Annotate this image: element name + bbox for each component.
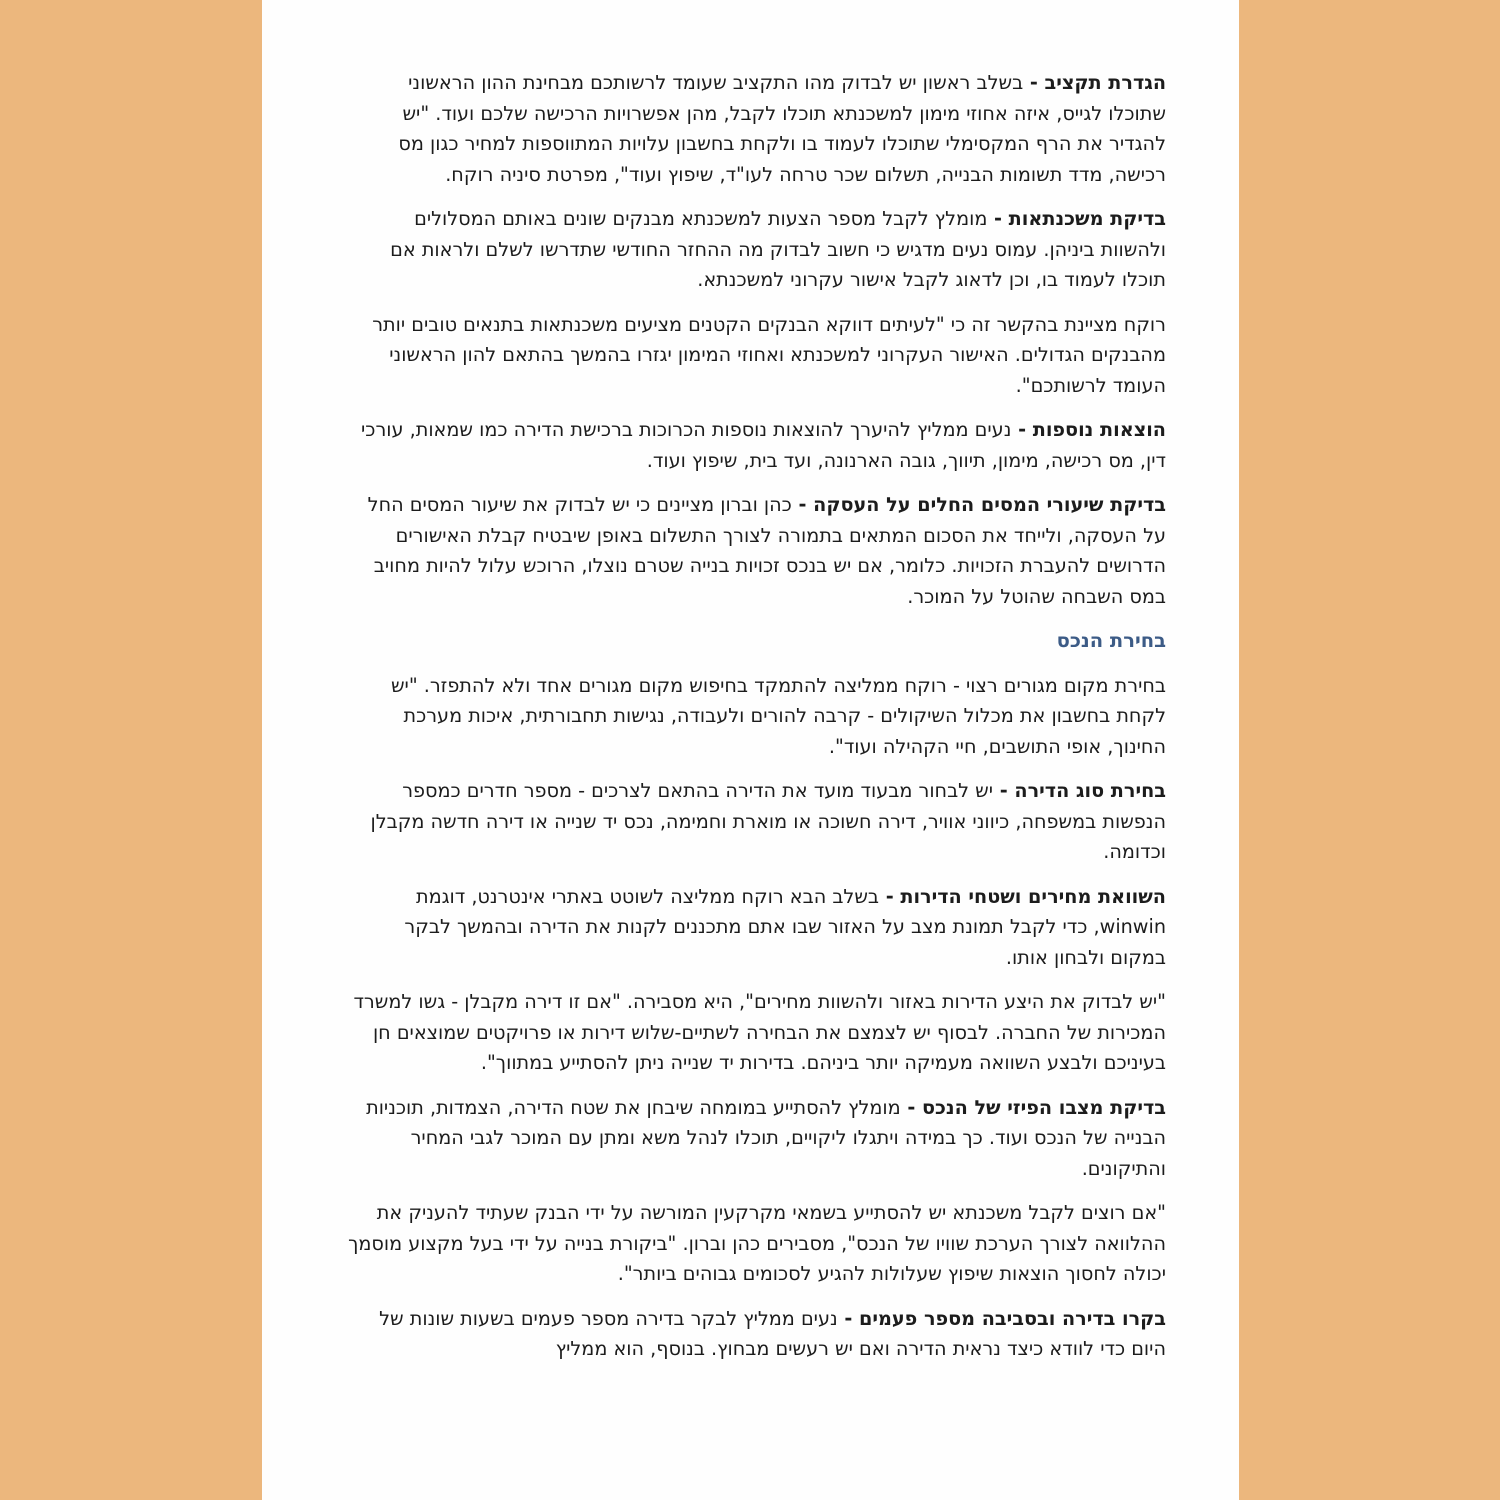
paragraph-lead: בחירת סוג הדירה - — [993, 779, 1166, 802]
paragraph-mortgage-check — [346, 204, 1166, 296]
paragraph-text: רוקח מציינת בהקשר זה כי "לעיתים דווקא הבנקים הקטנים מציעים משכנתאות בתנאים טובים יותר מהבנקים הגדולים. האישור העקרוני למשכנתא ואחוזי המימון יגזרו בהמשך בהתאם להון הראשוני העומד לרשותכם". — [372, 312, 1166, 397]
paragraph-text: מומלץ להסתייע במומחה שיבחן את שטח הדירה, הצמדות, תוכניות הבנייה של הנכס ועוד. כך במידה ויתגלו ליקויים, תוכלו לנהל משא ומתן עם המוכר לגבי המחיר והתיקונים. — [366, 1095, 1166, 1180]
paragraph-lead: בדיקת מצבו הפיזי של הנכס - — [900, 1095, 1166, 1119]
paragraph-tax-rates — [346, 490, 1166, 612]
paragraph-text: יש לבחור מבעוד מועד את הדירה בהתאם לצרכים - מספר חדרים כמספר הנפשות במשפחה, כיווני אוויר, דירה חשוכה או מוארת וחמימה, נכס יד שנייה או דירה חדשה מקבלן וכדומה. — [370, 779, 1166, 863]
paragraph-price-comparison — [346, 882, 1166, 974]
paragraph-text: כהן וברון מציינים כי יש לבדוק את שיעור המסים החל על העסקה, ולייחד את הסכום המתאים בתמורה לצורך התשלום באופן שיבטיח קבלת האישורים הדרושים להעברת הזכויות. כלומר, אם יש בנכס זכויות בנייה שטרם נוצלו, הרוכש עלול להיות מחויב במס השבחה שהוטל על המוכר. — [367, 493, 1166, 608]
paragraph-budget — [346, 68, 1166, 190]
paragraph-lead: בקרו בדירה ובסביבה מספר פעמים - — [837, 1306, 1166, 1330]
paragraph-lead: הגדרת תקציב - — [1023, 71, 1166, 94]
paragraph-lead: השוואת מחירים ושטחי הדירות - — [879, 884, 1166, 908]
paragraph-lead: הוצאות נוספות - — [1011, 418, 1166, 441]
document-page — [262, 0, 1239, 1500]
paragraph-text: בשלב ראשון יש לבדוק מהו התקציב שעומד לרשותכם מבחינת ההון הראשוני שתוכלו לגייס, איזה אחוזי מימון למשכנתא תוכלו לקבל, מהן אפשרויות הרכישה שלכם ועוד. "יש להגדיר את הרף המקסימלי שתוכלו לעמוד בו ולקחת בחשבון עלויות המתווספות למחיר כגון מס רכישה, מדד תשומות הבנייה, תשלום שכר טרחה לעו"ד, שיפוץ ועוד", מפרטת סיניה רוקח. — [398, 71, 1166, 186]
paragraph-text: נעים ממליץ להיערך להוצאות נוספות הכרוכות ברכישת הדירה כמו שמאות, עורכי דין, מס רכישה, מימון, תיווך, גובה הארנונה, ועד בית, שיפוץ ועוד. — [361, 418, 1166, 472]
paragraph-additional-expenses — [346, 415, 1166, 476]
paragraph-text: מומלץ לקבל מספר הצעות למשכנתא מבנקים שונים באותם המסלולים ולהשוות ביניהן. עמוס נעים מדגיש כי חשוב לבדוק מה ההחזר החודשי שתדרשו לשלם ולראות אם תוכלו לעמוד בו, וכן לדאוג לקבל אישור עקרוני למשכנתא. — [390, 207, 1166, 291]
section-heading: בחירת הנכס — [1056, 629, 1166, 652]
article-body — [346, 68, 1166, 1379]
paragraph-location — [346, 671, 1166, 763]
paragraph-supply-check — [346, 987, 1166, 1079]
paragraph-small-banks — [346, 310, 1166, 402]
paragraph-visit — [346, 1304, 1166, 1365]
paragraph-lead: בדיקת משכנתאות - — [987, 207, 1166, 230]
paragraph-appraiser — [346, 1198, 1166, 1290]
paragraph-text: "אם רוצים לקבל משכנתא יש להסתייע בשמאי מקרקעין המורשה על ידי הבנק שעתיד להעניק את ההלוואה לצורך הערכת שוויו של הנכס", מסבירים כהן וברון. "ביקורת בנייה על ידי בעל מקצוע מוסמך יכולה לחסוך הוצאות שיפוץ שעלולות להגיע לסכומים גבוהים ביותר". — [348, 1201, 1166, 1285]
paragraph-lead: בדיקת שיעורי המסים החלים על העסקה - — [791, 493, 1166, 516]
paragraph-text: בחירת מקום מגורים רצוי - רוקח ממליצה להתמקד בחיפוש מקום מגורים אחד ולא להתפזר. "יש לקחת בחשבון את מכלול השיקולים - קרבה להורים ולעבודה, נגישות תחבורתית, איכות מערכת החינוך, אופי התושבים, חיי הקהילה ועוד". — [390, 673, 1166, 758]
paragraph-physical-condition — [346, 1093, 1166, 1185]
paragraph-apartment-type — [346, 776, 1166, 868]
paragraph-text: נעים ממליץ לבקר בדירה מספר פעמים בשעות שונות של היום כדי לוודא כיצד נראית הדירה ואם יש רעשים מבחוץ. בנוסף, הוא ממליץ — [379, 1306, 1166, 1360]
paragraph-text: "יש לבדוק את היצע הדירות באזור ולהשוות מחירים", היא מסבירה. "אם זו דירה מקבלן - גשו למשרד המכירות של החברה. לבסוף יש לצמצם את הבחירה לשתיים-שלוש דירות או פרויקטים שמוצאים חן בעיניכם ולבצע השוואה מעמיקה יותר ביניהם. בדירות יד שנייה ניתן להסתייע במתווך". — [353, 990, 1166, 1074]
paragraph-text: בשלב הבא רוקח ממליצה לשוטט באתרי אינטרנט, דוגמת winwin, כדי לקבל תמונת מצב על האזור שבו אתם מתכננים לקנות את הדירה ובהמשך לבקר במקום ולבחון אותו. — [404, 884, 1166, 969]
